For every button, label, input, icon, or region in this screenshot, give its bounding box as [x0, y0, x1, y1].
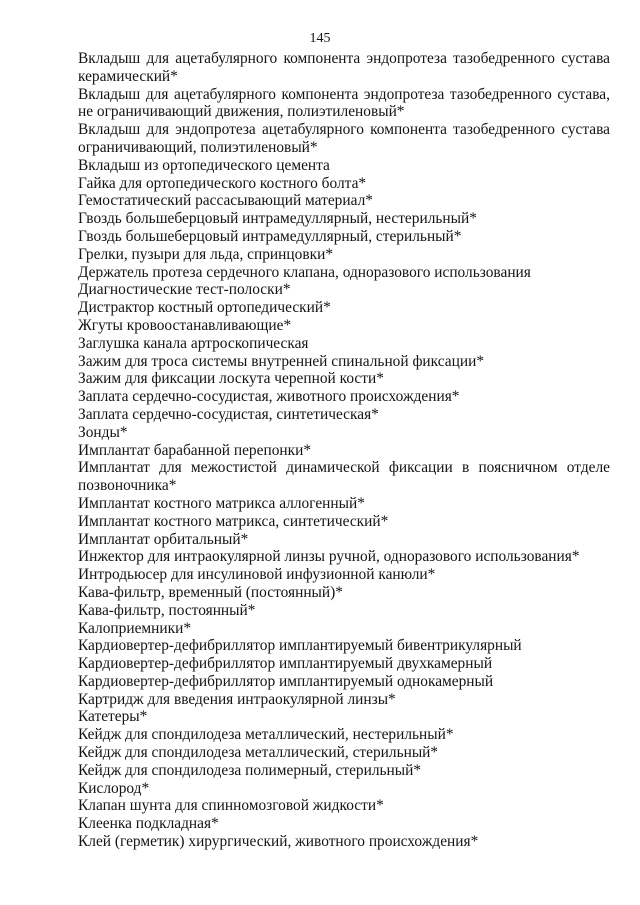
list-item: Гемостатический рассасывающий материал*: [78, 192, 373, 210]
list-item: Зажим для троса системы внутренней спинальной фиксации*: [78, 352, 485, 370]
list-item: Вкладыш из ортопедического цемента: [78, 156, 330, 174]
list-item: Гайка для ортопедического костного болта*: [78, 174, 367, 192]
list-item: Вкладыш для ацетабулярного компонента эндопротеза тазобедренного сустава, не ограничивающий движения, полиэтиленовый*: [78, 85, 610, 121]
list-item: Инжектор для интраокулярной линзы ручной, одноразового использования*: [78, 548, 580, 566]
list-item: Заглушка канала артроскопическая: [78, 334, 309, 352]
list-item: Гвоздь большеберцовый интрамедуллярный, нестерильный*: [78, 210, 477, 228]
list-item: Клапан шунта для спинномозговой жидкости*: [78, 797, 384, 815]
list-item: Кава-фильтр, временный (постоянный)*: [78, 583, 343, 601]
list-item: Заплата сердечно-сосудистая, синтетическая*: [78, 405, 379, 423]
list-item: Вкладыш для ацетабулярного компонента эндопротеза тазобедренного сустава керамический*: [78, 50, 610, 85]
page-number: 145: [309, 31, 331, 46]
list-item: Зонды*: [78, 423, 128, 441]
list-item: Катетеры*: [78, 708, 148, 726]
list-item: Грелки, пузыри для льда, спринцовки*: [78, 245, 334, 263]
list-item: Держатель протеза сердечного клапана, одноразового использования: [78, 263, 531, 281]
list-item: Имплантат костного матрикса, синтетический*: [78, 512, 389, 530]
list-item: Кардиовертер-дефибриллятор имплантируемый однокамерный: [78, 672, 494, 690]
list-item: Имплантат костного матрикса аллогенный*: [78, 494, 365, 512]
list-item: Имплантат для межостистой динамической фиксации в поясничном отделе позвоночника*: [78, 459, 610, 495]
list-item: Кейдж для спондилодеза металлический, стерильный*: [78, 744, 439, 762]
list-item: Кардиовертер-дефибриллятор имплантируемый бивентрикулярный: [78, 637, 522, 655]
list-item: Кейдж для спондилодеза металлический, нестерильный*: [78, 726, 454, 744]
list-item: Кейдж для спондилодеза полимерный, стерильный*: [78, 761, 422, 779]
list-item: Картридж для введения интраокулярной линзы*: [78, 690, 396, 708]
list-item: Интродьюсер для инсулиновой инфузионной канюли*: [78, 566, 436, 584]
item-list: [78, 50, 610, 851]
list-item: Дистрактор костный ортопедический*: [78, 299, 331, 317]
list-item: Кислород*: [78, 779, 150, 797]
list-item: Имплантат барабанной перепонки*: [78, 441, 312, 459]
list-item: Вкладыш для эндопротеза ацетабулярного компонента тазобедренного сустава ограничивающий, полиэтиленовый*: [78, 121, 610, 156]
list-item: Калоприемники*: [78, 619, 192, 637]
list-item: Жгуты кровоостанавливающие*: [78, 316, 292, 334]
list-item: Гвоздь большеберцовый интрамедуллярный, стерильный*: [78, 227, 462, 245]
list-item: Клеенка подкладная*: [78, 815, 219, 833]
list-item: Кардиовертер-дефибриллятор имплантируемый двухкамерный: [78, 655, 493, 673]
list-item: Клей (герметик) хирургический, животного происхождения*: [78, 833, 479, 851]
list-item: Заплата сердечно-сосудистая, животного происхождения*: [78, 388, 460, 406]
list-item: Имплантат орбитальный*: [78, 530, 249, 548]
list-item: Кава-фильтр, постоянный*: [78, 601, 256, 619]
list-item: Диагностические тест-полоски*: [78, 281, 291, 299]
list-item: Зажим для фиксации лоскута черепной кости*: [78, 370, 384, 388]
